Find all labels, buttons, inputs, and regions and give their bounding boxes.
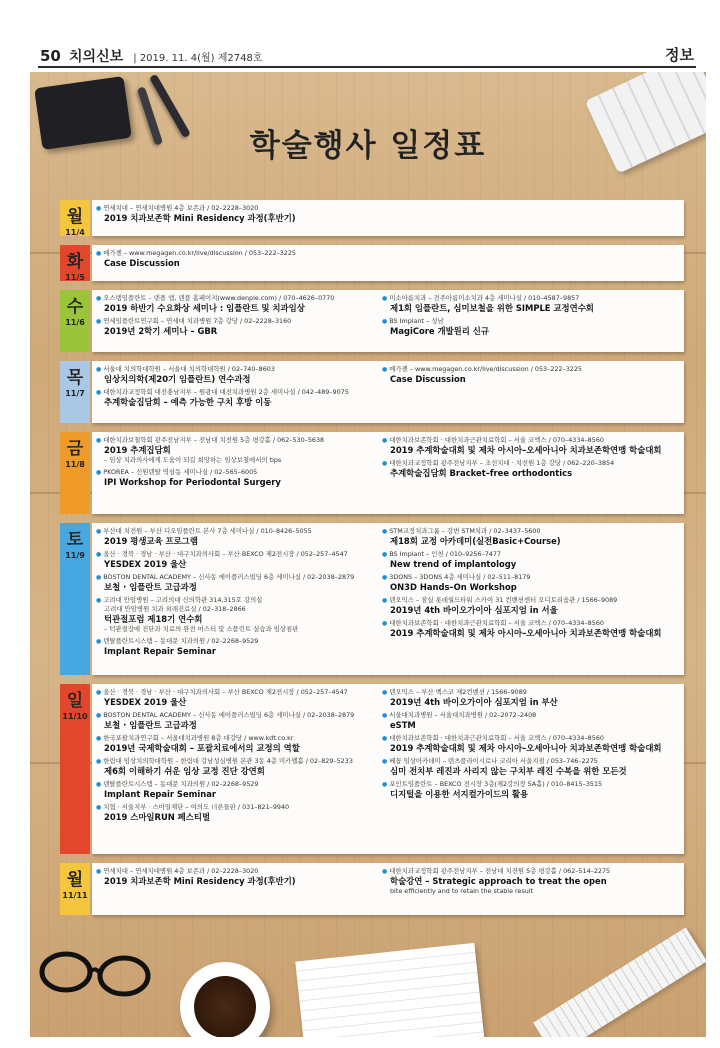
- event-name: eSTM: [390, 720, 416, 730]
- event-name: 보철 · 임플란트 고급과정: [104, 582, 197, 592]
- event-item: [96, 294, 378, 314]
- events-panel: [92, 523, 684, 675]
- event-item: [382, 317, 682, 337]
- event-item: [382, 550, 682, 570]
- event-organizer: ● 대한치과보존학회 · 대한치과근관치료학회 – 서울 코엑스 / 070–4334–8560: [382, 619, 682, 628]
- event-name: 보철 · 임플란트 고급과정: [104, 720, 197, 730]
- event-organizer: ● 메가젠 – www.megagen.co.kr/live/discussion / 053–222–3225: [96, 249, 378, 258]
- event-subtitle: bite efficiently and to retain the stable result: [390, 887, 534, 895]
- event-name: 2019년 4th 바이오가이아 심포지엄 in 서울: [390, 605, 558, 615]
- event-item: [96, 249, 378, 269]
- left-event-column: [96, 436, 378, 491]
- event-organizer: ● 울산 · 경북 · 경남 · 부산 · 대구치과의사회 – 부산 BEXCO 제2전시장 / 052–257–4547: [96, 688, 378, 697]
- event-name: ON3D Hands–On Workshop: [390, 582, 517, 592]
- event-item: [96, 780, 378, 800]
- event-name: 2019 추계학술대회 및 제차 아시아–오세아니아 치과보존학연맹 학술대회: [390, 743, 662, 753]
- event-item: [96, 757, 378, 777]
- day-badge: [60, 523, 90, 675]
- events-panel: [92, 863, 684, 915]
- event-name: Case Discussion: [104, 258, 180, 268]
- event-name: 2019 치과보존학 Mini Residency 과정(후반기): [104, 876, 296, 886]
- right-event-column: [382, 688, 682, 803]
- event-item: [96, 317, 378, 337]
- event-organizer: ● BS Implant – 인천 / 010–9256–7477: [382, 550, 682, 559]
- day-date: 11/10: [62, 712, 88, 721]
- day-name: 토: [66, 530, 84, 550]
- day-row: [60, 361, 684, 423]
- section-label: 정보: [665, 46, 694, 64]
- right-event-column: [382, 867, 682, 899]
- event-name: 추계학술집담회 – 예측 가능한 구치 후방 이동: [104, 397, 272, 407]
- event-item: [96, 573, 378, 593]
- event-organizer: ● 베꼽 임상아카데미 – 덴츠플라이시로나 코리아 서울지점 / 053–746–2275: [382, 757, 682, 766]
- event-subtitle: – 턱관절장애 진단과 치료의 완전 마스터 및 스플린트 실습과 임상침판: [104, 625, 299, 633]
- right-event-column: [382, 436, 682, 482]
- day-row: [60, 684, 684, 854]
- event-name: New trend of implantology: [390, 559, 517, 569]
- event-name: 2019년 국제학술대회 – 포괄치료에서의 교정의 역할: [104, 743, 300, 753]
- event-organizer: ● 대한치과교정학회 광주전남지부 – 조선치대 · 치전원 1층 강당 / 062–220–3854: [382, 459, 682, 468]
- event-name: 턱관절포럼 제18기 연수회: [104, 614, 203, 624]
- event-item: [382, 596, 682, 616]
- day-badge: [60, 290, 90, 352]
- event-organizer: ● 대한치과보존학회 · 대한치과근관치료학회 – 서울 코엑스 / 070–4334–8560: [382, 734, 682, 743]
- event-name: 2019 치과보존학 Mini Residency 과정(후반기): [104, 213, 296, 223]
- event-name: 제18회 교정 아카데미(실전Basic+Course): [390, 536, 561, 546]
- event-name: YESDEX 2019 울산: [104, 559, 187, 569]
- event-item: [382, 619, 682, 639]
- event-name: Implant Repair Seminar: [104, 646, 216, 656]
- event-organizer: ● BOSTON DENTAL ACADEMY – 신사동 에이플러스빌딩 6층 세미나실 / 02–2038–2879: [96, 573, 378, 582]
- event-item: [96, 688, 378, 708]
- day-row: [60, 863, 684, 915]
- event-organizer: ● 한림대 임상치의학대학원 – 한림대 강남성심병원 본관 3동 4층 미카엘홀 / 02–829–5233: [96, 757, 378, 766]
- event-item: [96, 468, 378, 488]
- event-item: [96, 596, 378, 634]
- left-event-column: [96, 867, 378, 890]
- events-panel: [92, 290, 684, 352]
- ruler-image: [533, 927, 706, 1037]
- page-title: 학술행사 일정표: [249, 128, 487, 164]
- event-organizer: ● 3DONS – 3DONS 4층 세미나실 / 02–511–8179: [382, 573, 682, 582]
- event-name: 제1회 임플란트, 심미보철을 위한 SIMPLE 교정연수회: [390, 303, 594, 313]
- events-panel: [92, 684, 684, 854]
- event-item: [382, 734, 682, 754]
- event-name: 임상치의학(제20기 임플란트) 연수과정: [104, 374, 251, 384]
- event-item: [96, 527, 378, 547]
- event-organizer: ● 대한치과보철학회 광주전남지부 – 전남대 치전원 5층 평강홀 / 062–530–5638: [96, 436, 378, 445]
- event-name: 2019 평생교육 프로그램: [104, 536, 198, 546]
- event-name: Case Discussion: [390, 374, 466, 384]
- event-venue-detail: 고려대 안암병원 치과 외래진료실 / 02–318–2866: [104, 605, 246, 613]
- event-name: IPI Workshop for Periodontal Surgery: [104, 477, 281, 487]
- glasses-icon: [36, 942, 156, 1002]
- newspaper-brand: 치의신보: [69, 49, 124, 65]
- event-name: 2019 추계학술대회 및 제차 아시아–오세아니아 치과보존학연맹 학술대회: [390, 445, 662, 455]
- event-item: [382, 780, 682, 800]
- event-organizer: ● 메가젠 – www.megagen.co.kr/live/discussion / 053–222–3225: [382, 365, 682, 374]
- event-organizer: ● 연세치대 – 연세치대병원 4층 보존과 / 02–2228–3020: [96, 867, 378, 876]
- page-header: [0, 0, 720, 70]
- event-item: [382, 711, 682, 731]
- event-organizer: ● 덴오믹스 – 잠실 롯데월드타워 스카이 31 컨벤션센터 오디토리움관 / 1566–9089: [382, 596, 682, 605]
- event-item: [382, 867, 682, 896]
- event-organizer: ● 고려대 안암병원 – 고려의대 신의학관 314,315호 강의실: [96, 596, 378, 605]
- event-item: [96, 734, 378, 754]
- left-event-column: [96, 688, 378, 826]
- event-organizer: ● BOSTON DENTAL ACADEMY – 신사동 에이플러스빌딩 6층 세미나실 / 02–2038–2879: [96, 711, 378, 720]
- event-name: 2019 추계학술대회 및 제차 아시아–오세아니아 치과보존학연맹 학술대회: [390, 628, 662, 638]
- event-organizer: ● 연세치대 – 연세치대병원 4층 보존과 / 02–2228–3020: [96, 204, 378, 213]
- event-item: [96, 550, 378, 570]
- event-item: [96, 204, 378, 224]
- left-event-column: [96, 249, 378, 272]
- day-badge: [60, 361, 90, 423]
- event-organizer: ● 한국포괄치과연구회 – 서울대치과병원 8층 대강당 / www.kdt.co.kr: [96, 734, 378, 743]
- day-name: 금: [66, 439, 84, 459]
- day-name: 월: [66, 207, 84, 227]
- event-item: [382, 757, 682, 777]
- event-name: Implant Repair Seminar: [104, 789, 216, 799]
- events-panel: [92, 200, 684, 236]
- event-name: 추계학술집담회 Bracket–free orthodontics: [390, 468, 573, 478]
- event-item: [382, 294, 682, 314]
- event-name: 2019 하반기 수요화상 세미나 : 임플란트 및 치과임상: [104, 303, 305, 313]
- event-name: 2019년 2학기 세미나 – GBR: [104, 326, 218, 336]
- header-left: [40, 46, 262, 66]
- day-name: 일: [66, 691, 84, 711]
- event-name: 2019 추계집담회: [104, 445, 171, 455]
- event-item: [96, 436, 378, 465]
- event-organizer: ● 서울대치과병원 – 서울대치과병원 / 02–2072–2408: [382, 711, 682, 720]
- event-item: [382, 573, 682, 593]
- event-subtitle: – 임상 치과의사에게 도움이 되길 희망하는 임상보철에서의 tips: [104, 456, 282, 464]
- left-event-column: [96, 365, 378, 411]
- day-row: [60, 290, 684, 352]
- day-row: [60, 200, 684, 236]
- event-organizer: ● 덴탈플란트시스템 – 동대문 치과의원 / 02–2268–9529: [96, 780, 378, 789]
- day-name: 월: [66, 870, 84, 890]
- day-name: 화: [66, 252, 84, 272]
- coffee-cup-image: [180, 962, 270, 1037]
- event-name: MagiCore 개발원리 신규: [390, 326, 489, 336]
- right-event-column: [382, 527, 682, 642]
- event-organizer: ● 포인트임플란트 – BEXCO 전시장 3층(제2강의장 5A홀) / 010–8415–3515: [382, 780, 682, 789]
- day-name: 목: [66, 368, 84, 388]
- left-event-column: [96, 527, 378, 660]
- event-organizer: ● 덴오믹스 – 부산 벡스코 제2컨벤션 / 1566–9089: [382, 688, 682, 697]
- event-organizer: ● 치협 · 서울지부 · 스마일재단 – 여의도 너른들판 / 031–821–9940: [96, 803, 378, 812]
- header-rule: [38, 66, 696, 68]
- day-badge: [60, 245, 90, 281]
- issue-date: | 2019. 11. 4(월) 제2748호: [133, 53, 263, 64]
- left-event-column: [96, 204, 378, 227]
- day-date: 11/4: [65, 228, 85, 237]
- event-item: [382, 527, 682, 547]
- event-item: [382, 459, 682, 479]
- event-organizer: ● 대한치과교정학회 대전충남지부 – 원광대 대전치과병원 2층 세미나실 / 042–489–9075: [96, 388, 378, 397]
- event-organizer: ● 덴탈플란트시스템 – 동대문 치과의원 / 02–2268–9529: [96, 637, 378, 646]
- event-organizer: ● BS Implant – 성남: [382, 317, 682, 326]
- event-item: [382, 688, 682, 708]
- event-item: [96, 388, 378, 408]
- event-name: 제6회 이해하기 쉬운 임상 교정 진단 강연회: [104, 766, 265, 776]
- event-organizer: ● STM교정치과그룹 – 강변 STM치과 / 02–3437–5600: [382, 527, 682, 536]
- event-name: YESDEX 2019 울산: [104, 697, 187, 707]
- event-organizer: ● 울산 · 경북 · 경남 · 부산 · 대구치과의사회 – 부산 BEXCO 제2전시장 / 052–257–4547: [96, 550, 378, 559]
- event-organizer: ● PKOREA – 신원덴탈 역삼동 세미나실 / 02–565–6005: [96, 468, 378, 477]
- event-organizer: ● 서울대 치의학대학원 – 서울대 치의학대학원 / 02–740–8603: [96, 365, 378, 374]
- right-event-column: [382, 365, 682, 388]
- right-event-column: [382, 294, 682, 340]
- day-date: 11/6: [65, 318, 85, 327]
- event-name: 2019 스마일RUN 페스티벌: [104, 812, 211, 822]
- day-date: 11/7: [65, 389, 85, 398]
- day-name: 수: [66, 297, 84, 317]
- day-date: 11/11: [62, 891, 88, 900]
- events-panel: [92, 432, 684, 514]
- day-badge: [60, 684, 90, 854]
- day-badge: [60, 200, 90, 236]
- day-row: [60, 523, 684, 675]
- events-panel: [92, 245, 684, 281]
- left-event-column: [96, 294, 378, 340]
- event-name: 2019년 4th 바이오가이아 심포지엄 in 부산: [390, 697, 558, 707]
- day-badge: [60, 432, 90, 514]
- event-item: [96, 711, 378, 731]
- events-panel: [92, 361, 684, 423]
- event-item: [382, 436, 682, 456]
- event-organizer: ● 대한치과교정학회 광주전남지부 – 전남대 치전원 5층 평강홀 / 062–514–2275: [382, 867, 682, 876]
- day-badge: [60, 863, 90, 915]
- event-item: [96, 803, 378, 823]
- event-item: [382, 365, 682, 385]
- page-number: 50: [40, 47, 61, 65]
- event-organizer: ● 연세임플란트연구회 – 연세대 치과병원 7층 강당 / 02–2228–3160: [96, 317, 378, 326]
- day-date: 11/8: [65, 460, 85, 469]
- event-organizer: ● 미소아름치과 – 전주아름미소치과 4층 세미나실 / 010–4587–9857: [382, 294, 682, 303]
- event-name: 심미 전치부 레진과 사리지 않는 구치부 레진 수복을 위한 모든것: [390, 766, 627, 776]
- notepad-image: [295, 943, 484, 1037]
- day-row: [60, 432, 684, 514]
- event-name: 디지털을 이용한 서지컬가이드의 활용: [390, 789, 529, 799]
- event-organizer: ● 오스템임플란트 – 덴플 앱, 덴플 홈페이지(www.denple.com) / 070–4626–0770: [96, 294, 378, 303]
- schedule-board: [30, 72, 706, 1037]
- event-item: [96, 365, 378, 385]
- event-organizer: ● 부산대 치전원 – 부산 디오임플란트 본사 7층 세미나실 / 010–8426–5055: [96, 527, 378, 536]
- event-item: [96, 867, 378, 887]
- day-date: 11/5: [65, 273, 85, 282]
- event-name: 학술강연 – Strategic approach to treat the open: [390, 876, 607, 886]
- event-organizer: ● 대한치과보존학회 · 대한치과근관치료학회 – 서울 코엑스 / 070–4334–8560: [382, 436, 682, 445]
- day-row: [60, 245, 684, 281]
- event-item: [96, 637, 378, 657]
- day-date: 11/9: [65, 551, 85, 560]
